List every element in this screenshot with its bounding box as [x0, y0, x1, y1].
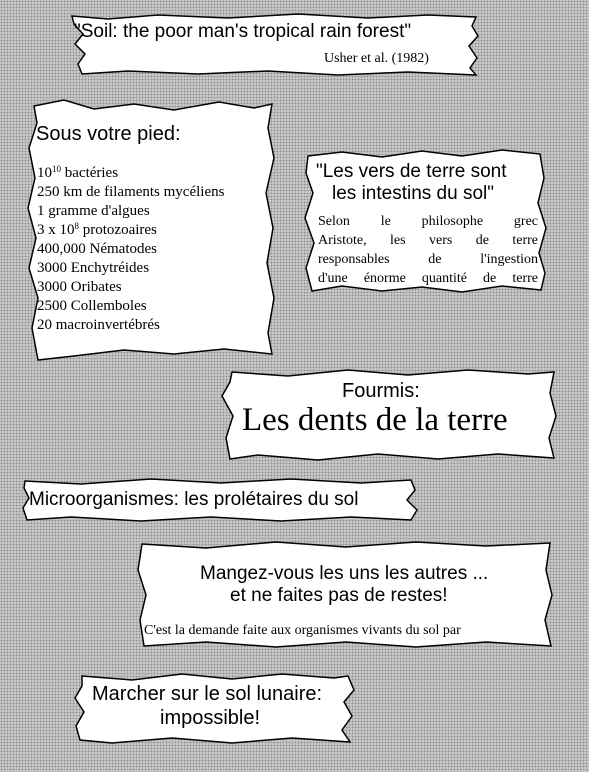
organism-name: protozoaires: [79, 222, 157, 238]
vers-de-terre-card: [302, 148, 548, 294]
vers-body-line: responsables de l'ingestion: [318, 252, 538, 267]
fourmis-title: Les dents de la terre: [242, 402, 508, 438]
organism-count: 10: [37, 165, 52, 181]
organism-list-item: [37, 221, 224, 240]
organism-count: 3000 Enchytréides: [37, 260, 150, 276]
exponent: 10: [52, 164, 61, 174]
mangez-line1: Mangez-vous les uns les autres ...: [200, 563, 489, 584]
microorganismes-text: Microorganismes: les prolétaires du sol: [29, 489, 359, 510]
sous-votre-pied-title: Sous votre pied:: [36, 123, 181, 145]
mangez-vous-card: [136, 540, 554, 650]
organism-list-item: [37, 202, 224, 221]
vers-quote-line1: "Les vers de terre sont: [316, 161, 507, 182]
sous-votre-pied-card: [24, 98, 276, 363]
organism-list-item: [37, 316, 224, 335]
microorganismes-card: [21, 478, 418, 522]
organism-count: 400,000 Nématodes: [37, 241, 157, 257]
vers-body-line: d'une énorme quantité de terre: [318, 271, 538, 286]
fourmis-subtitle: Fourmis:: [342, 380, 420, 402]
vers-body-line: Aristote, les vers de terre: [318, 233, 538, 248]
organism-count: 1 gramme d'algues: [37, 203, 150, 219]
organism-count: 250 km de filaments mycéliens: [37, 184, 225, 200]
organism-name: bactéries: [61, 165, 119, 181]
organism-count: 3000 Oribates: [37, 279, 122, 295]
sol-lunaire-card: [72, 672, 356, 746]
soil-quote-card: [68, 14, 480, 76]
organism-list: [37, 164, 224, 335]
organism-count: 3 x 10: [37, 222, 75, 238]
soil-quote-citation: Usher et al. (1982): [324, 51, 429, 66]
vers-quote-line2: les intestins du sol": [332, 183, 494, 204]
sol-lunaire-line1: Marcher sur le sol lunaire:: [92, 683, 323, 705]
mangez-caption: C'est la demande faite aux organismes vivants du sol par: [144, 623, 461, 638]
vers-body-text: [318, 212, 538, 288]
sol-lunaire-line2: impossible!: [160, 707, 261, 729]
fourmis-card: [218, 368, 557, 462]
vers-body-line: Selon le philosophe grec: [318, 214, 538, 229]
organism-list-item: [37, 183, 224, 202]
exponent: 8: [74, 221, 79, 231]
soil-quote-text: "Soil: the poor man's tropical rain forest": [74, 21, 412, 42]
organism-list-item: [37, 297, 224, 316]
organism-count: 2500 Collemboles: [37, 298, 147, 314]
mangez-line2: et ne faites pas de restes!: [230, 585, 448, 606]
organism-list-item: [37, 240, 224, 259]
organism-list-item: [37, 259, 224, 278]
organism-list-item: [37, 278, 224, 297]
organism-count: 20 macroinvertébrés: [37, 317, 160, 333]
organism-list-item: [37, 164, 224, 183]
